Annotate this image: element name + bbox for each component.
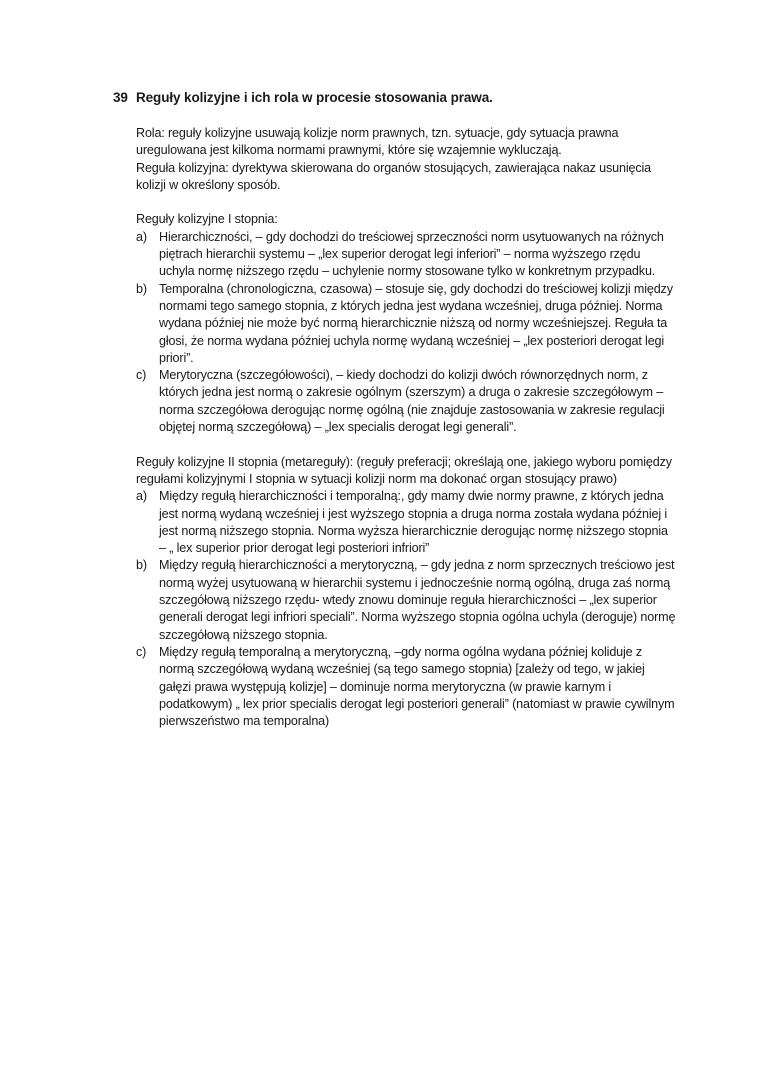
list-item [136,557,676,643]
section-number: 39 [113,90,128,105]
section-heading [113,90,493,105]
list-marker: b) [136,281,147,296]
section-title: Reguły kolizyjne i ich rola w procesie stosowania prawa. [136,90,493,105]
list-marker: a) [136,489,147,504]
first-degree-title: Reguły kolizyjne I stopnia: [136,212,278,227]
intro-role: Rola: reguły kolizyjne usuwają kolizje norm prawnych, tzn. sytuacje, gdy sytuacja prawna uregulowana jest kilkoma normami prawnymi, które się wzajemnie wykluczają. [136,126,619,158]
list-item [136,229,676,281]
list-item [136,367,676,436]
list-marker: c) [136,368,147,383]
list-item-text: Merytoryczna (szczegółowości), – kiedy dochodzi do kolizji dwóch równorzędnych norm, z których jedna jest normą o zakresie ogólnym (szerszym) a druga o zakresie szczegółowym – norma szczegółowa derogując normę ogólną (nie znajduje zastosowania w zakresie regulacji objętej normą szczegółową) – „lex specialis derogat legi generali”. [159,368,665,435]
list-marker: b) [136,558,147,573]
list-item-text: Hierarchiczności, – gdy dochodzi do treściowej sprzeczności norm usytuowanych na różnych piętrach hierarchii systemu – „lex superior derogat legi inferiori” – norma wyższego rzędu uchyla normę niższego rzędu – uchylenie normy stosowane tylko w konkretnym przypadku. [159,229,664,279]
list-item-text: Między regułą hierarchiczności i temporalną:, gdy mamy dwie normy prawne, z których jedna jest normą wydaną wcześniej i jest wyższego stopnia a druga norma została wydana później i jest normą niższego stopnia. Norma wyższa hierarchicznie derogując normę niższego stopnia – „ lex superior prior derogat legi posteriori infriori” [159,489,668,556]
intro-definition: Reguła kolizyjna: dyrektywa skierowana do organów stosujących, zawierająca nakaz usunięcia kolizji w określony sposób. [136,160,652,192]
list-item-text: Między regułą temporalną a merytoryczną, –gdy norma ogólna wydana później koliduje z normą szczegółową wydaną wcześniej (są tego samego stopnia) [zależy od tego, w jakiej gałęzi prawa występują kolizje] – dominuje norma merytoryczna (w prawie karnym i podatkowym) „ lex prior specialis derogat legi posteriori generali” (natomiast w prawie cywilnym pierwszeństwo ma temporalna) [159,644,675,729]
spacer [136,436,676,453]
list-item [136,644,676,730]
document-body [136,125,676,730]
list-marker: a) [136,229,147,244]
list-item-text: Temporalna (chronologiczna, czasowa) – stosuje się, gdy dochodzi do treściowej kolizji między normami tego samego stopnia, z których jedna jest wydana wcześniej, druga później. Norma wydana później nie może być normą hierarchicznie niższą od normy wcześniejszej. Reguła ta głosi, że norma wydana później uchyla normę wydaną wcześniej – „lex posteriori derogat legi priori”. [159,281,673,365]
list-marker: c) [136,644,147,659]
second-degree-title: Reguły kolizyjne II stopnia (metareguły): (reguły preferacji; określają one, jakiego wyboru pomiędzy regułami kolizyjnymi I stopnia w sytuacji kolizji norm ma dokonać organ stosujący prawo) [136,454,672,486]
list-item [136,488,676,557]
list-item [136,281,676,367]
spacer [136,194,676,211]
list-item-text: Między regułą hierarchiczności a merytoryczną, – gdy jedna z norm sprzecznych treściowo jest normą wyżej usytuowaną w hierarchii systemu i jednocześnie normą ogólną, druga zaś normą szczegółową niższego rzędu- wtedy znowu dominuje reguła hierarchiczności – „lex superior generali derogat legi infriori speciali”. Norma wyższego stopnia ogólna uchyla (deroguje) normę szczegółową niższego stopnia. [159,558,676,642]
